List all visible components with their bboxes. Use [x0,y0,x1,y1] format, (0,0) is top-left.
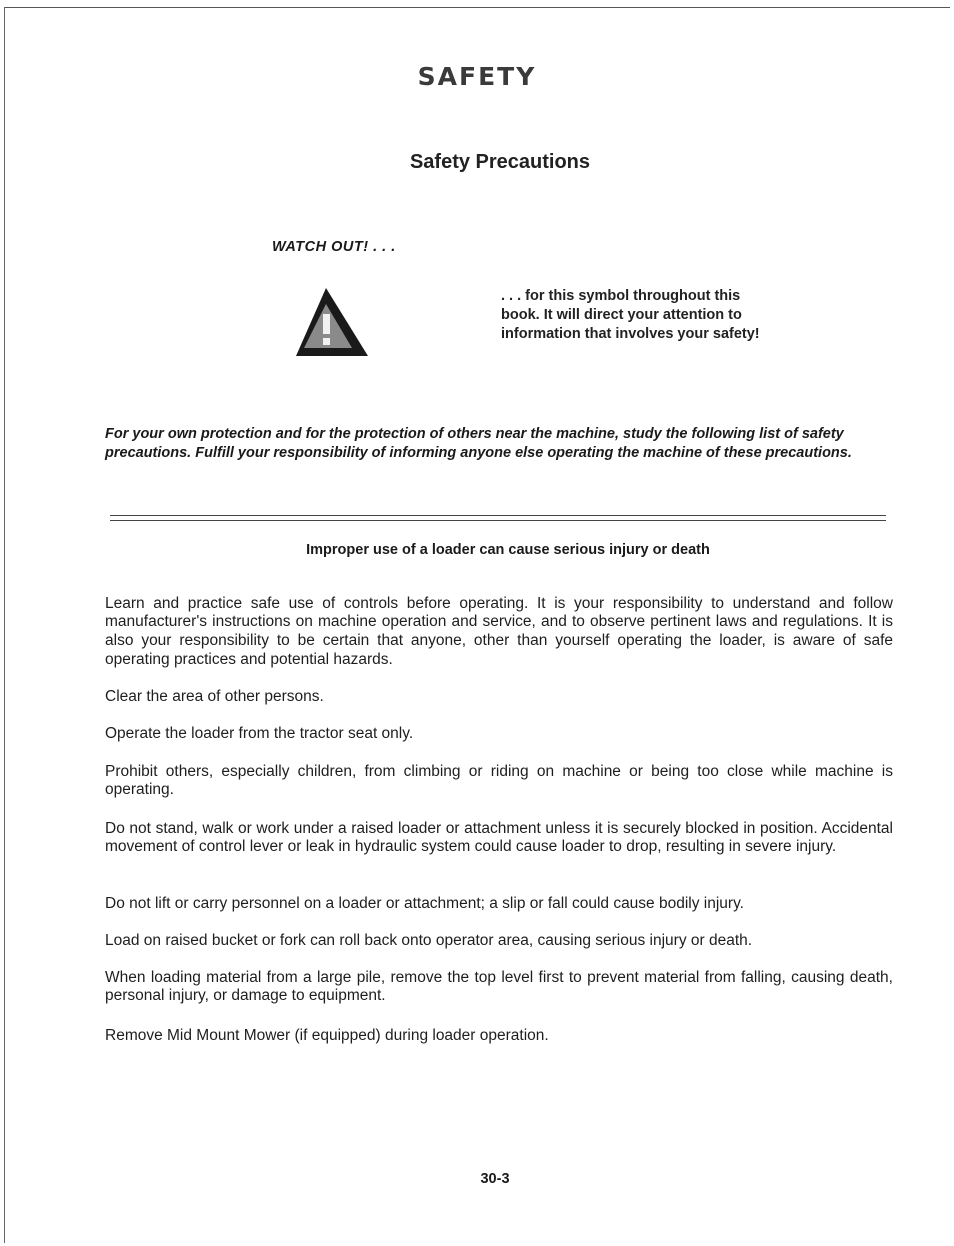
precaution-item: Clear the area of other persons. [105,687,324,705]
precaution-item: Do not lift or carry personnel on a loader or attachment; a slip or fall could cause bodily injury. [105,894,744,912]
warning-triangle-icon [296,286,368,358]
precaution-item: Learn and practice safe use of controls before operating. It is your responsibility to understand and follow manufacturer's instructions on machine operation and service, and to observe pertinent laws and regulations. It is also your responsibility to be certain that anyone, other than yourself operating the loader, is aware of safe operating practices and potential hazards. [105,594,893,668]
page-heading: SAFETY [417,62,537,91]
divider-rule [110,520,886,521]
symbol-description: . . . for this symbol throughout this book. It will direct your attention to information that involves your safety! [501,288,760,342]
precaution-item: Do not stand, walk or work under a raised loader or attachment unless it is securely blocked in position. Accidental movement of control lever or leak in hydraulic system could cause loader to drop, resulting in severe injury. [105,819,893,856]
page-border-left [4,7,5,1243]
section-title: Safety Precautions [409,151,591,173]
intro-paragraph: For your own protection and for the protection of others near the machine, study the following list of safety precautions. Fulfill your responsibility of informing anyone else operating the machine of these precautions. [105,426,852,461]
watch-out-label: WATCH OUT! . . . [272,239,396,255]
warning-heading: Improper use of a loader can cause serious injury or death [306,542,710,558]
divider-rule [110,515,886,516]
precaution-item: Load on raised bucket or fork can roll back onto operator area, causing serious injury or death. [105,931,753,949]
page-number: 30-3 [480,1171,510,1187]
page-border-top [4,7,950,8]
precaution-item: Remove Mid Mount Mower (if equipped) during loader operation. [105,1026,549,1044]
precaution-item: Prohibit others, especially children, from climbing or riding on machine or being too close while machine is operating. [105,762,893,799]
precaution-item: When loading material from a large pile, remove the top level first to prevent material from falling, causing death, personal injury, or damage to equipment. [105,968,893,1005]
precaution-item: Operate the loader from the tractor seat only. [105,724,414,742]
